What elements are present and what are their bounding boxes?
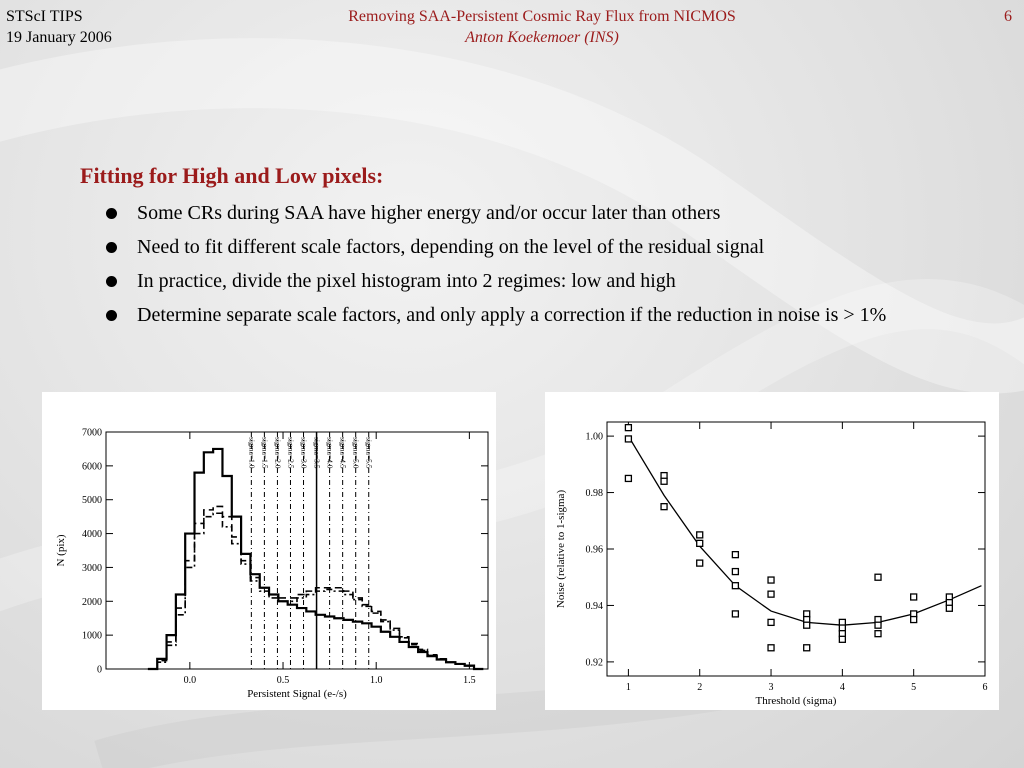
data-point [946,605,952,611]
header-org: STScI TIPS [6,8,83,25]
x-tick-label: 3 [768,682,774,693]
bullet-text: Determine separate scale factors, and only apply a correction if the reduction in noise is > 1% [137,304,887,326]
noise-threshold-panel [545,392,999,710]
bullet-dot-icon [106,276,117,287]
data-point [911,617,917,623]
y-tick-label: 0.92 [585,657,603,669]
data-point [732,552,738,558]
y-tick-label: 5000 [82,495,102,507]
bullet-dot-icon [106,208,117,219]
y-tick-label: 1.00 [585,431,603,443]
bullet-item [104,200,974,226]
data-point [625,436,631,442]
bullet-dot-icon [106,310,117,321]
x-tick-label: 0.5 [276,675,290,686]
y-tick-label: 3000 [82,562,102,574]
data-point [875,631,881,637]
header-left [6,6,112,48]
y-tick-label: 7000 [82,427,102,439]
header-center [262,6,822,48]
data-point [697,560,703,566]
sigma-threshold-label: sigma=4.5 [338,437,348,469]
data-point [625,425,631,431]
x-tick-label: 1.0 [369,675,383,686]
data-point [768,619,774,625]
histogram-panel [42,392,496,710]
data-point [732,583,738,589]
y-tick-label: 1000 [82,630,102,642]
data-point [732,569,738,575]
sigma-threshold-label: sigma=3.0 [299,437,309,469]
data-point [697,540,703,546]
bullet-item [104,302,974,328]
fit-curve [628,436,981,625]
data-point [875,622,881,628]
sigma-threshold-label: sigma=5.0 [351,437,361,469]
data-point [804,622,810,628]
y-tick-label: 0.94 [585,600,603,612]
y-axis-label: N (pix) [55,534,67,567]
plot-frame [106,432,488,669]
data-point [661,504,667,510]
y-tick-label: 2000 [82,596,102,608]
data-point [732,611,738,617]
y-tick-label: 4000 [82,529,102,541]
x-axis-label: Threshold (sigma) [755,695,837,707]
x-tick-label: 5 [911,682,917,693]
bullet-dot-icon [106,242,117,253]
slide-heading: Fitting for High and Low pixels: [80,163,384,188]
y-tick-label: 0.96 [585,544,603,556]
noise-threshold-chart [545,392,999,710]
x-tick-label: 0.0 [183,675,197,686]
header-date: 19 January 2006 [6,29,112,46]
data-point [768,591,774,597]
data-point [804,645,810,651]
histogram-series-dot-dash [148,513,483,669]
data-point [768,577,774,583]
data-point [875,574,881,580]
sigma-threshold-label: sigma=5.5 [364,437,374,469]
bullet-text: Some CRs during SAA have higher energy and/or occur later than others [137,202,721,224]
bullet-text: In practice, divide the pixel histogram into 2 regimes: low and high [137,270,676,292]
histogram-series-solid [148,449,483,669]
sigma-threshold-label: sigma=4.0 [325,437,335,469]
y-tick-label: 0.98 [585,488,603,500]
bullet-item [104,268,974,294]
sigma-threshold-label: sigma=1.0 [247,437,257,469]
x-tick-label: 6 [982,682,988,693]
histogram-series-dashed [148,506,483,669]
presentation-author: Anton Koekemoer (INS) [465,29,619,46]
data-point [661,478,667,484]
x-axis-label: Persistent Signal (e-/s) [247,688,347,700]
presentation-title: Removing SAA-Persistent Cosmic Ray Flux from NICMOS [348,8,736,25]
bullet-list [104,200,974,336]
y-axis-label: Noise (relative to 1-sigma) [555,489,567,609]
data-point [625,475,631,481]
histogram-chart [42,392,496,710]
data-point [839,636,845,642]
bullet-item [104,234,974,260]
page-number: 6 [1004,8,1012,25]
data-point [911,594,917,600]
plot-frame [607,422,985,676]
x-tick-label: 4 [839,682,845,693]
y-tick-label: 0 [97,664,102,676]
x-tick-label: 1 [625,682,631,693]
sigma-threshold-label: sigma=3.5 [312,437,322,469]
x-tick-label: 2 [697,682,703,693]
x-tick-label: 1.5 [463,675,476,686]
data-point [697,532,703,538]
data-point [768,645,774,651]
sigma-threshold-label: sigma=2.5 [286,437,296,469]
bullet-text: Need to fit different scale factors, depending on the level of the residual signal [137,236,765,258]
sigma-threshold-label: sigma=2.0 [273,437,283,469]
y-tick-label: 6000 [82,461,102,473]
sigma-threshold-label: sigma=1.5 [260,437,270,469]
